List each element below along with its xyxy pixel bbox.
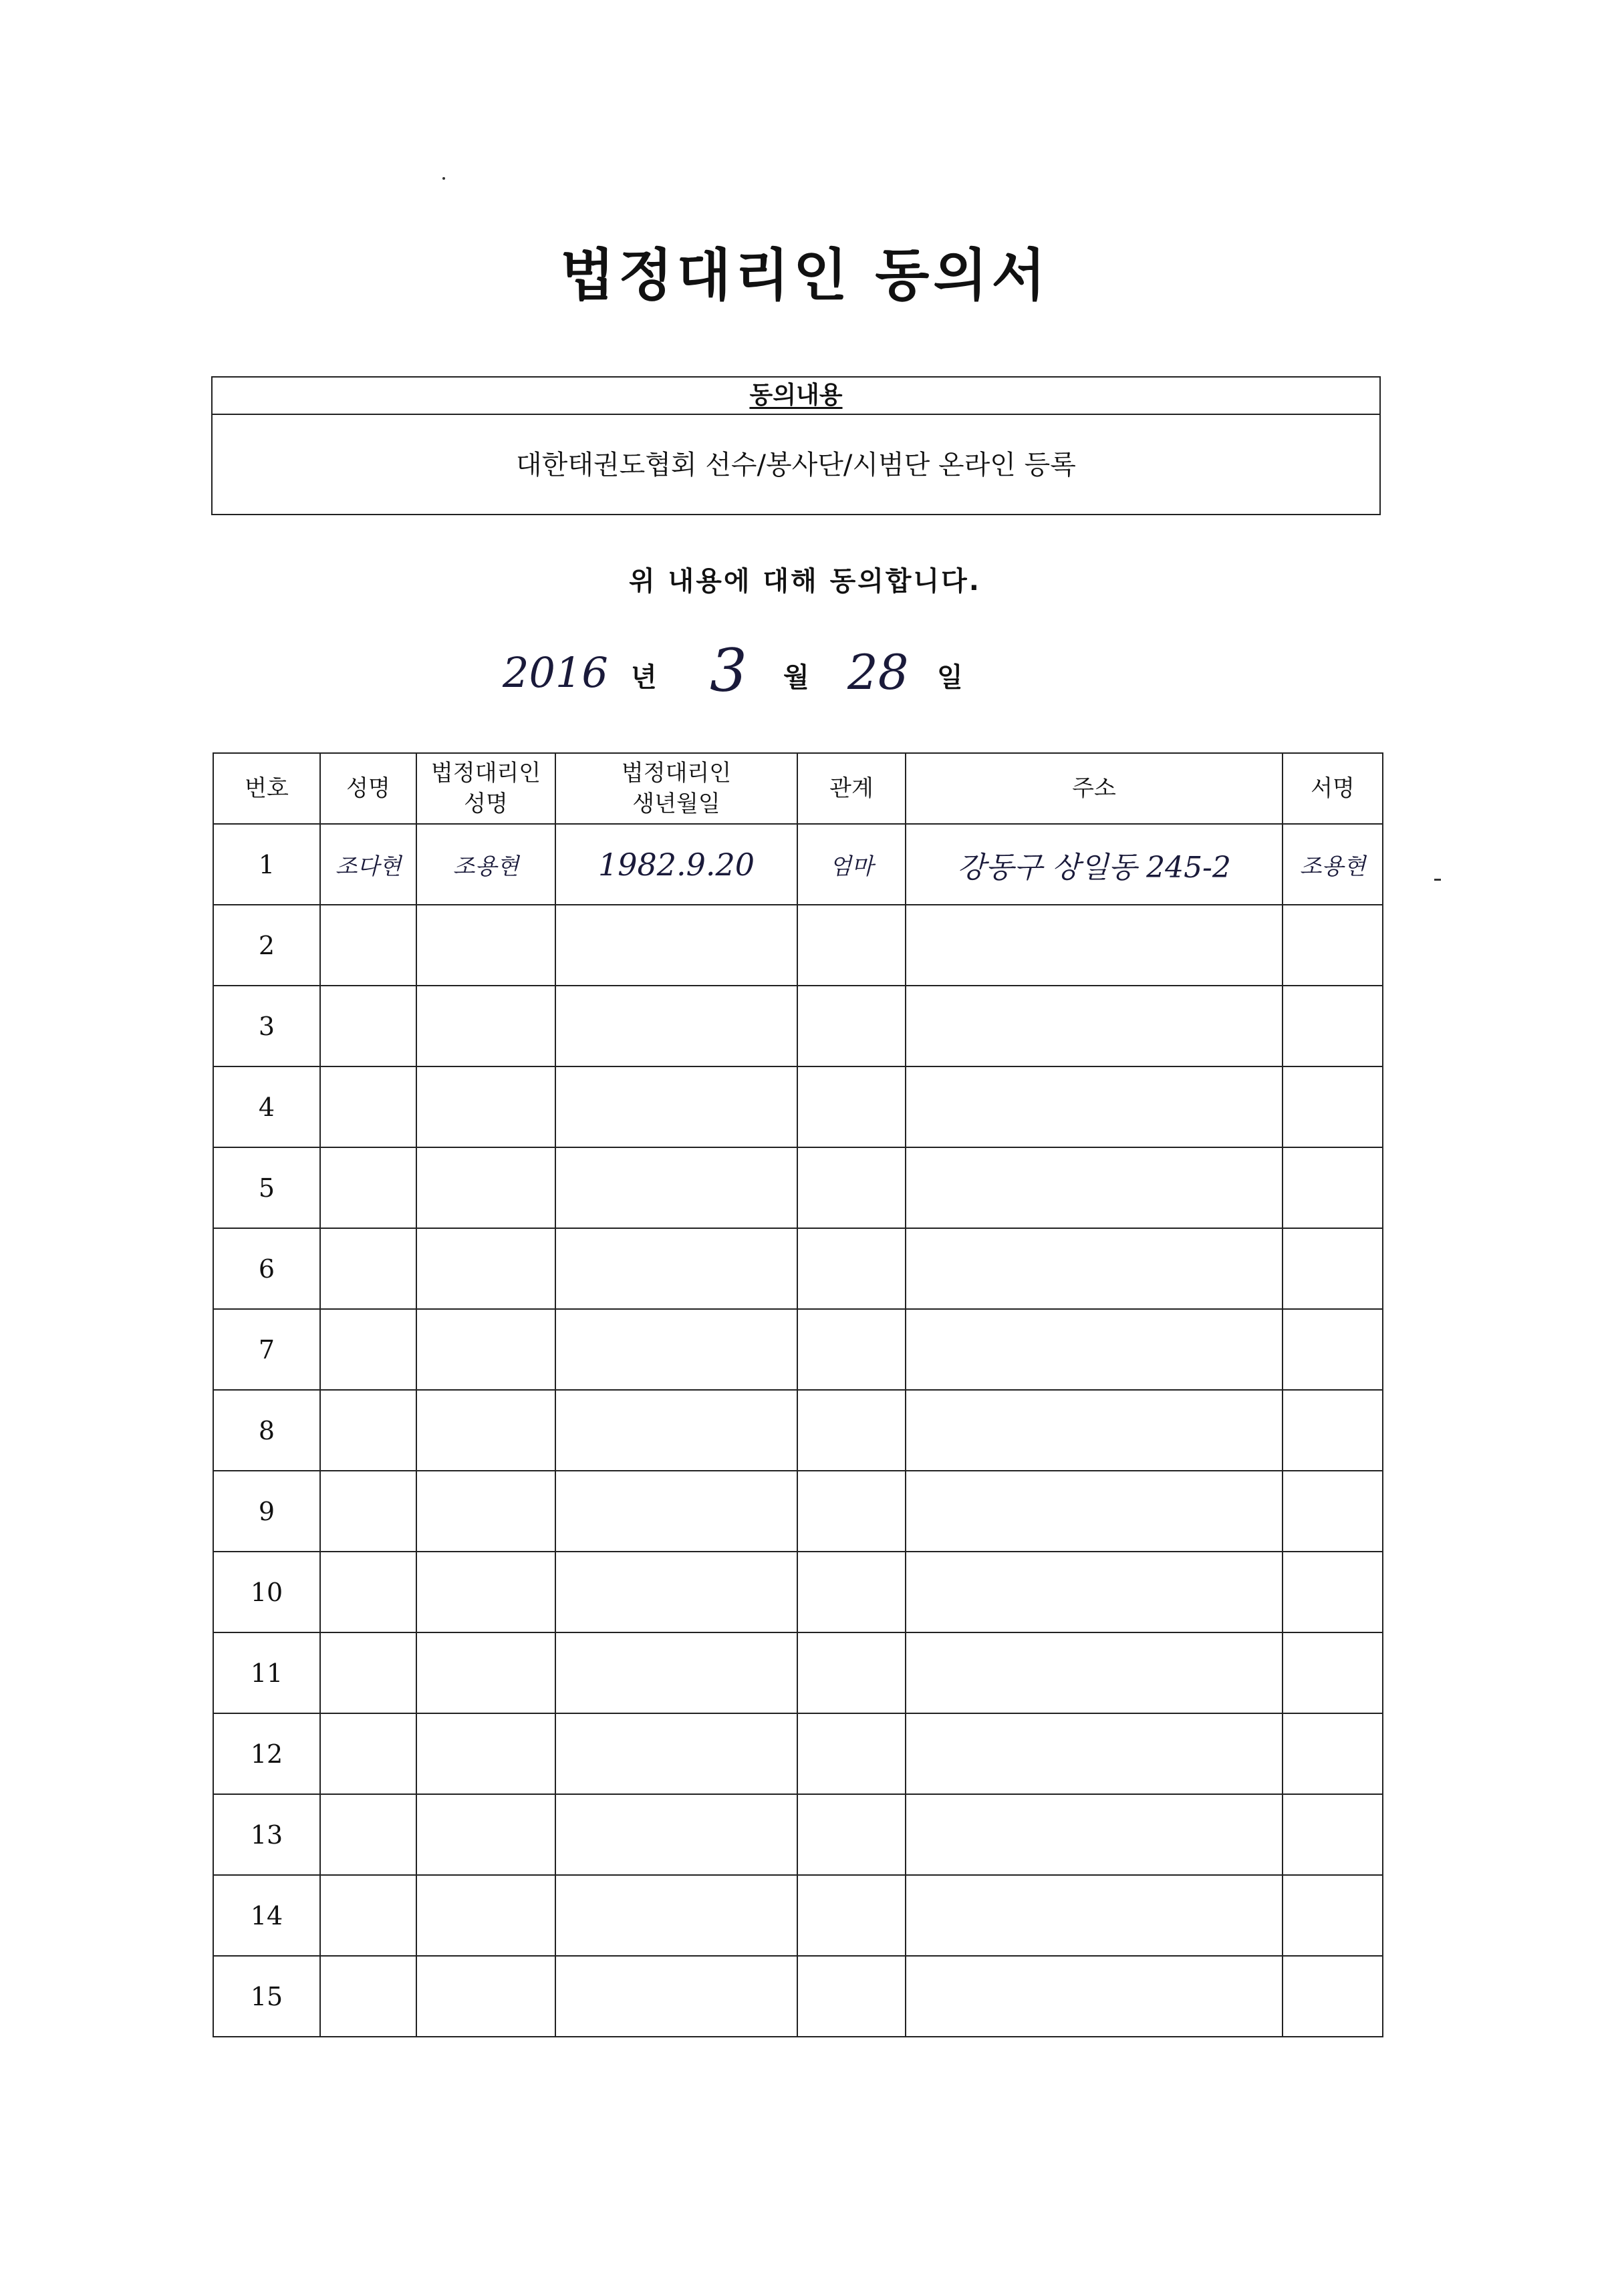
relation-cell: [797, 1794, 906, 1875]
guardian-name-cell: [416, 1552, 555, 1632]
signature-cell: [1283, 1552, 1383, 1632]
signature-cell: [1283, 1956, 1383, 2037]
table-row: [213, 1956, 1383, 2037]
address-cell: [906, 986, 1283, 1066]
student-name-cell: [320, 986, 416, 1066]
relation-cell: [797, 1471, 906, 1552]
row-number-cell: 6: [213, 1228, 320, 1309]
address-cell: [906, 1471, 1283, 1552]
guardian-birthdate-cell: [555, 1956, 797, 2037]
table-row: [213, 1552, 1383, 1632]
signature-mark: [1434, 879, 1441, 881]
signature-cell: [1283, 1309, 1383, 1390]
row-number-cell: 14: [213, 1875, 320, 1956]
guardian-birthdate-cell: [555, 1552, 797, 1632]
student-name-cell: [320, 1471, 416, 1552]
consent-body: 대한태권도협회 선수/봉사단/시범단 온라인 등록: [516, 450, 1076, 480]
guardian-birthdate-cell: [555, 1066, 797, 1147]
row-number-cell: 2: [213, 905, 320, 986]
student-name-cell: [320, 1309, 416, 1390]
address-cell: [906, 1309, 1283, 1390]
consent-box: [211, 376, 1381, 515]
signature-cell: [1283, 1471, 1383, 1552]
table-body: [213, 824, 1383, 2037]
col-name-header: 성명: [320, 753, 416, 824]
guardian-name-cell: [416, 1228, 555, 1309]
address-cell: [906, 1147, 1283, 1228]
table-row: [213, 986, 1383, 1066]
col-guardian-name-header: 법정대리인 성명: [416, 753, 555, 824]
guardian-name-cell: [416, 1390, 555, 1471]
row-number-cell: 10: [213, 1552, 320, 1632]
table-row: [213, 1147, 1383, 1228]
signature-cell: [1283, 1390, 1383, 1471]
date-day: 28: [847, 644, 909, 700]
guardian-name-cell: [416, 905, 555, 986]
guardian-name-cell: [416, 1956, 555, 2037]
relation-cell: [797, 1875, 906, 1956]
row-number-cell: 13: [213, 1794, 320, 1875]
table-row: [213, 1713, 1383, 1794]
guardian-name-cell: [416, 1309, 555, 1390]
guardian-birthdate-cell: [555, 986, 797, 1066]
table-row: [213, 1471, 1383, 1552]
student-name-cell: [320, 1066, 416, 1147]
col-relation-header: 관계: [797, 753, 906, 824]
row-number-cell: 11: [213, 1632, 320, 1713]
row-number-cell: 7: [213, 1309, 320, 1390]
guardian-birthdate-cell: [555, 1713, 797, 1794]
guardian-birthdate-cell: [555, 1471, 797, 1552]
guardian-name-cell: [416, 1875, 555, 1956]
guardian-birthdate-cell: [555, 1147, 797, 1228]
guardian-name-cell: [416, 986, 555, 1066]
row-number-cell: 8: [213, 1390, 320, 1471]
row-number-cell: 15: [213, 1956, 320, 2037]
table-row: [213, 1066, 1383, 1147]
relation-cell: [797, 1228, 906, 1309]
address-cell: [906, 1632, 1283, 1713]
relation-cell: [797, 1147, 906, 1228]
guardian-name-cell: [416, 1794, 555, 1875]
relation-cell: [797, 1956, 906, 2037]
guardian-name-cell: [416, 1632, 555, 1713]
relation-cell: [797, 905, 906, 986]
student-name-cell: [320, 1632, 416, 1713]
agreement-statement: 위 내용에 대해 동의합니다.: [628, 566, 981, 597]
guardian-birthdate-cell: [555, 905, 797, 986]
signature-cell: [1283, 1228, 1383, 1309]
signature-cell: 조용현: [1283, 824, 1383, 905]
student-name-cell: [320, 1147, 416, 1228]
guardian-birthdate-cell: [555, 1228, 797, 1309]
relation-cell: [797, 1713, 906, 1794]
row-number-cell: 3: [213, 986, 320, 1066]
row-number-cell: 5: [213, 1147, 320, 1228]
col-number-header: 번호: [213, 753, 320, 824]
student-name-cell: [320, 1794, 416, 1875]
consent-header: [213, 378, 1379, 415]
address-cell: 강동구 상일동 245-2: [906, 824, 1283, 905]
date-year-unit: 년: [631, 662, 657, 693]
signature-cell: [1283, 1632, 1383, 1713]
registration-table: [213, 752, 1383, 2037]
student-name-cell: [320, 1875, 416, 1956]
guardian-name-cell: [416, 1713, 555, 1794]
col-signature-header: 서명: [1283, 753, 1383, 824]
table-row: [213, 905, 1383, 986]
address-cell: [906, 1956, 1283, 2037]
address-cell: [906, 1552, 1283, 1632]
relation-cell: [797, 1552, 906, 1632]
signature-cell: [1283, 1147, 1383, 1228]
table-row: [213, 1875, 1383, 1956]
relation-cell: [797, 1390, 906, 1471]
row-number-cell: 12: [213, 1713, 320, 1794]
table-row: [213, 1390, 1383, 1471]
consent-header-label: 동의내용: [749, 382, 843, 409]
address-cell: [906, 1228, 1283, 1309]
relation-cell: [797, 1632, 906, 1713]
guardian-name-cell: [416, 1147, 555, 1228]
date-year: 2016: [503, 648, 608, 697]
date-month-unit: 월: [783, 662, 809, 693]
table-header-row: [213, 753, 1383, 824]
scan-speck: [442, 177, 445, 180]
relation-cell: [797, 1066, 906, 1147]
guardian-name-cell: [416, 1471, 555, 1552]
relation-cell: [797, 1309, 906, 1390]
address-cell: [906, 1390, 1283, 1471]
signature-cell: [1283, 1794, 1383, 1875]
student-name-cell: [320, 1228, 416, 1309]
col-guardian-birth-header: 법정대리인 생년월일: [555, 753, 797, 824]
guardian-birthdate-cell: 1982.9.20: [555, 824, 797, 905]
student-name-cell: [320, 1713, 416, 1794]
relation-cell: 엄마: [797, 824, 906, 905]
page-title: 법정대리인 동의서: [560, 243, 1050, 308]
table-row: [213, 1632, 1383, 1713]
table-row: [213, 1794, 1383, 1875]
col-address-header: 주소: [906, 753, 1283, 824]
address-cell: [906, 1713, 1283, 1794]
guardian-name-cell: 조용현: [416, 824, 555, 905]
guardian-birthdate-cell: [555, 1632, 797, 1713]
address-cell: [906, 1066, 1283, 1147]
signature-cell: [1283, 1875, 1383, 1956]
row-number-cell: 4: [213, 1066, 320, 1147]
guardian-birthdate-cell: [555, 1794, 797, 1875]
address-cell: [906, 905, 1283, 986]
signature-cell: [1283, 986, 1383, 1066]
table-row: [213, 1228, 1383, 1309]
relation-cell: [797, 986, 906, 1066]
row-number-cell: 1: [213, 824, 320, 905]
student-name-cell: [320, 1956, 416, 2037]
student-name-cell: [320, 1390, 416, 1471]
signature-cell: [1283, 1713, 1383, 1794]
table-row: [213, 824, 1383, 905]
student-name-cell: [320, 905, 416, 986]
guardian-birthdate-cell: [555, 1875, 797, 1956]
signature-cell: [1283, 905, 1383, 986]
student-name-cell: [320, 1552, 416, 1632]
signature-cell: [1283, 1066, 1383, 1147]
guardian-birthdate-cell: [555, 1390, 797, 1471]
address-cell: [906, 1794, 1283, 1875]
date-month: 3: [710, 636, 747, 705]
row-number-cell: 9: [213, 1471, 320, 1552]
guardian-birthdate-cell: [555, 1309, 797, 1390]
table-row: [213, 1309, 1383, 1390]
address-cell: [906, 1875, 1283, 1956]
student-name-cell: 조다현: [320, 824, 416, 905]
date-day-unit: 일: [937, 662, 963, 693]
guardian-name-cell: [416, 1066, 555, 1147]
